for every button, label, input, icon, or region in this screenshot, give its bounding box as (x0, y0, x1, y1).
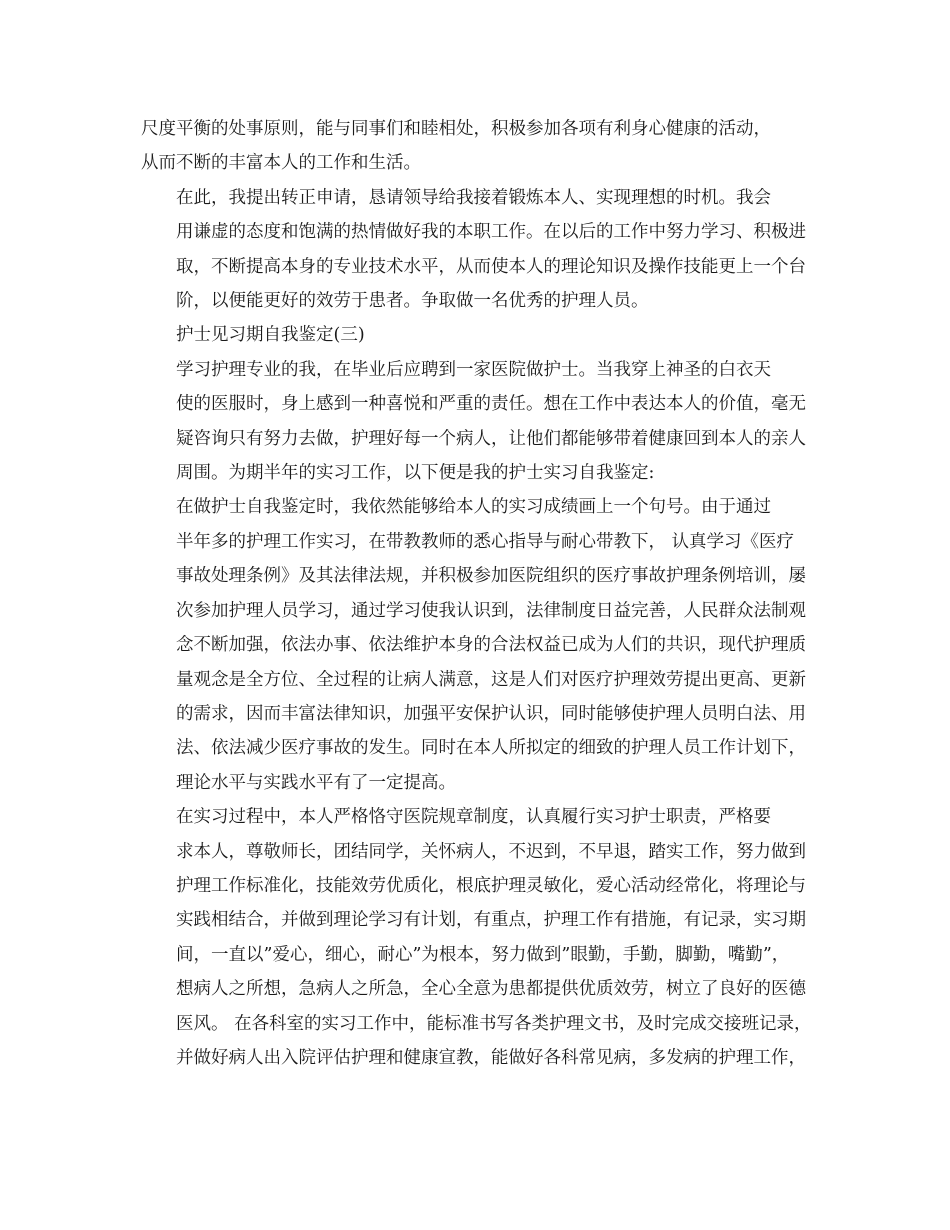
text-line: 护士见习期自我鉴定(三) (176, 325, 365, 346)
text-line: 理论水平与实践水平有了一定提高。 (176, 772, 456, 793)
text-line: 用谦虚的态度和饱满的热情做好我的本职工作。在以后的工作中努力学习、积极进 (176, 222, 806, 243)
text-line: 学习护理专业的我，在毕业后应聘到一家医院做护士。当我穿上神圣的白衣天 (176, 359, 771, 380)
paragraph (141, 353, 821, 491)
text-line: 次参加护理人员学习，通过学习使我认识到，法律制度日益完善，人民群众法制观 (176, 600, 806, 621)
text-line: 间，一直以”爱心，细心，耐心”为根本，努力做到”眼勤，手勤，脚勤，嘴勤”， (176, 944, 790, 965)
text-line: 并做好病人出入院评估护理和健康宣教，能做好各科常见病，多发病的护理工作， (176, 1047, 806, 1068)
text-line: 疑咨询只有努力去做，护理好每一个病人，让他们都能够带着健康回到本人的亲人 (176, 428, 806, 449)
text-line: 使的医服时，身上感到一种喜悦和严重的责任。想在工作中表达本人的价值，毫无 (176, 394, 806, 415)
text-line: 在实习过程中，本人严格恪守医院规章制度，认真履行实习护士职责，严格要 (176, 807, 771, 828)
text-line: 想病人之所想，急病人之所急，全心全意为患都提供优质效劳，树立了良好的医德 (176, 979, 806, 1000)
paragraph (141, 112, 821, 181)
text-line: 实践相结合，并做到理论学习有计划，有重点，护理工作有措施，有记录，实习期 (176, 910, 806, 931)
text-line: 从而不断的丰富本人的工作和生活。 (141, 153, 421, 174)
text-line: 念不断加强，依法办事、依法维护本身的合法权益已成为人们的共识，现代护理质 (176, 635, 806, 656)
paragraph (141, 490, 821, 800)
text-line: 尺度平衡的处事原则，能与同事们和睦相处，积极参加各项有利身心健康的活动， (141, 119, 771, 139)
text-line: 在做护士自我鉴定时，我依然能够给本人的实习成绩画上一个句号。由于通过 (176, 497, 771, 518)
text-line: 医风。 在各科室的实习工作中，能标准书写各类护理文书，及时完成交接班记录， (176, 1013, 812, 1034)
text-line: 半年多的护理工作实习，在带教教师的悉心指导与耐心带教下， 认真学习《医疗 (176, 531, 795, 552)
paragraph (141, 800, 821, 1075)
text-line: 阶，以便能更好的效劳于患者。争取做一名优秀的护理人员。 (176, 291, 649, 312)
paragraph (141, 318, 821, 352)
text-line: 周围。为期半年的实习工作，以下便是我的护士实习自我鉴定: (176, 463, 655, 484)
text-line: 的需求，因而丰富法律知识，加强平安保护认识，同时能够使护理人员明白法、用 (176, 703, 806, 724)
text-line: 在此，我提出转正申请，恳请领导给我接着锻炼本人、实现理想的时机。我会 (176, 187, 771, 208)
text-line: 护理工作标准化，技能效劳优质化，根底护理灵敏化，爱心活动经常化，将理论与 (176, 875, 806, 896)
text-line: 法、依法减少医疗事故的发生。同时在本人所拟定的细致的护理人员工作计划下， (176, 738, 806, 759)
paragraph (141, 181, 821, 319)
text-line: 量观念是全方位、全过程的让病人满意，这是人们对医疗护理效劳提出更高、更新 (176, 669, 806, 690)
text-line: 求本人，尊敬师长，团结同学，关怀病人，不迟到，不早退，踏实工作，努力做到 (176, 841, 806, 862)
document-body (141, 112, 821, 1075)
text-line: 取，不断提高本身的专业技术水平，从而使本人的理论知识及操作技能更上一个台 (176, 256, 806, 277)
text-line: 事故处理条例》及其法律法规，并积极参加医院组织的医疗事故护理条例培训，屡 (176, 566, 806, 587)
